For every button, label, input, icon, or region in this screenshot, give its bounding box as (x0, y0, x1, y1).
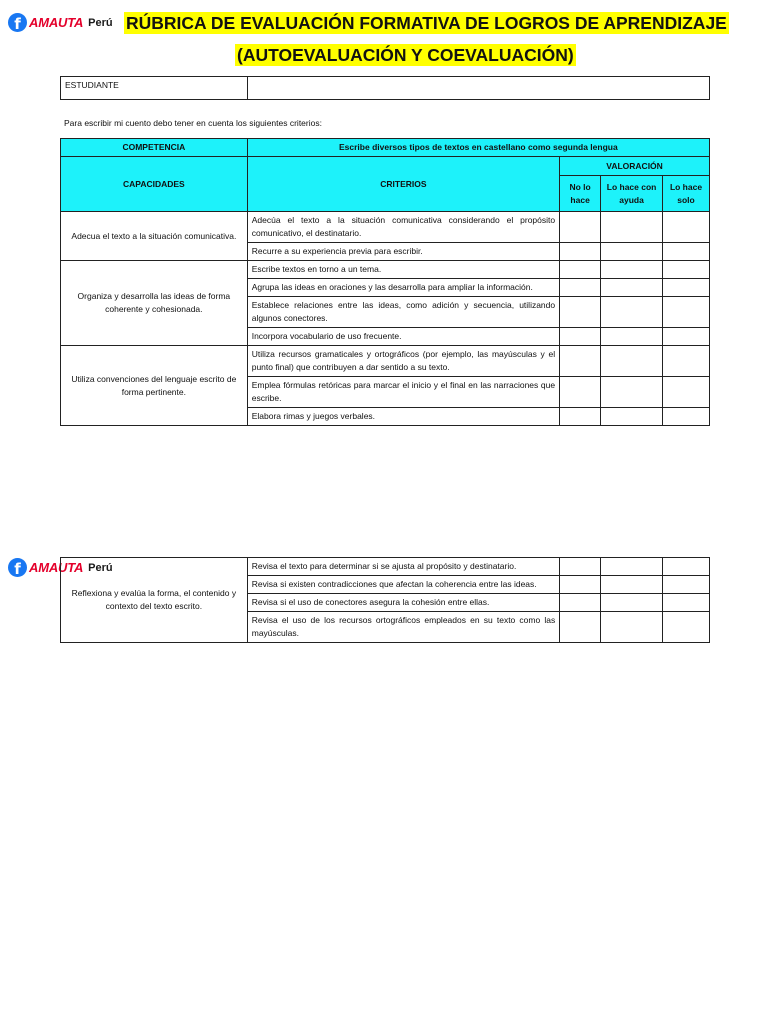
facebook-icon: f (8, 558, 27, 577)
rating-cell-solo[interactable] (663, 377, 710, 408)
valoracion-header: VALORACIÓN (560, 157, 710, 176)
criterio-cell: Emplea fórmulas retóricas para marcar el inicio y el final en las narraciones que escribe. (247, 377, 559, 408)
rating-cell-no-lo-hace[interactable] (560, 328, 601, 346)
rating-cell-solo[interactable] (663, 612, 710, 643)
rating-cell-solo[interactable] (663, 594, 710, 612)
rating-cell-solo[interactable] (663, 558, 710, 576)
criterion-row (61, 261, 710, 279)
rating-cell-no-lo-hace[interactable] (560, 612, 601, 643)
logo-brand: AMAUTA (29, 15, 84, 30)
rating-cell-con-ayuda[interactable] (601, 594, 663, 612)
criterio-cell: Establece relaciones entre las ideas, como adición y secuencia, utilizando algunos conectores. (247, 297, 559, 328)
rating-cell-con-ayuda[interactable] (601, 328, 663, 346)
rubric-table (60, 138, 710, 426)
student-table (60, 76, 710, 100)
rating-cell-no-lo-hace[interactable] (560, 576, 601, 594)
amauta-logo (8, 13, 113, 32)
competencia-value: Escribe diversos tipos de textos en castellano como segunda lengua (247, 139, 709, 157)
rating-cell-solo[interactable] (663, 328, 710, 346)
rating-cell-no-lo-hace[interactable] (560, 297, 601, 328)
rating-cell-solo[interactable] (663, 261, 710, 279)
rating-cell-no-lo-hace[interactable] (560, 346, 601, 377)
rating-cell-no-lo-hace[interactable] (560, 243, 601, 261)
page-title: RÚBRICA DE EVALUACIÓN FORMATIVA DE LOGROS DE APRENDIZAJE (126, 13, 727, 33)
criterion-row (61, 212, 710, 243)
capacidad-cell: Organiza y desarrolla las ideas de forma coherente y cohesionada. (61, 261, 248, 346)
criterion-row (61, 346, 710, 377)
criterio-cell: Revisa si existen contradicciones que afectan la coherencia entre las ideas. (247, 576, 560, 594)
col-no-lo-hace: No lo hace (560, 176, 601, 212)
facebook-icon: f (8, 13, 27, 32)
rating-cell-con-ayuda[interactable] (601, 408, 663, 426)
criterio-cell: Revisa si el uso de conectores asegura la cohesión entre ellas. (247, 594, 560, 612)
rating-cell-no-lo-hace[interactable] (560, 558, 601, 576)
rubric-table-continued (60, 557, 710, 643)
rating-cell-no-lo-hace[interactable] (560, 594, 601, 612)
rating-cell-con-ayuda[interactable] (601, 212, 663, 243)
capacidad-cell: Reflexiona y evalúa la forma, el contenido y contexto del texto escrito. (61, 558, 248, 643)
student-label: ESTUDIANTE (61, 77, 248, 100)
rating-cell-con-ayuda[interactable] (601, 261, 663, 279)
capacidades-header: CAPACIDADES (61, 157, 248, 212)
intro-text: Para escribir mi cuento debo tener en cuenta los siguientes criterios: (64, 118, 322, 128)
criterio-cell: Adecúa el texto a la situación comunicativa considerando el propósito comunicativo, el destinatario. (247, 212, 559, 243)
rating-cell-solo[interactable] (663, 346, 710, 377)
rating-cell-solo[interactable] (663, 576, 710, 594)
rating-cell-no-lo-hace[interactable] (560, 377, 601, 408)
criterio-cell: Elabora rimas y juegos verbales. (247, 408, 559, 426)
rating-cell-con-ayuda[interactable] (601, 297, 663, 328)
criterion-row (61, 558, 710, 576)
criterio-cell: Escribe textos en torno a un tema. (247, 261, 559, 279)
criterio-cell: Revisa el uso de los recursos ortográficos empleados en su texto como las mayúsculas. (247, 612, 560, 643)
capacidad-cell: Utiliza convenciones del lenguaje escrito de forma pertinente. (61, 346, 248, 426)
rating-cell-con-ayuda[interactable] (601, 612, 663, 643)
page-subtitle: (AUTOEVALUACIÓN Y COEVALUACIÓN) (237, 45, 574, 65)
rating-cell-no-lo-hace[interactable] (560, 408, 601, 426)
student-name-field[interactable] (248, 77, 710, 100)
rating-cell-no-lo-hace[interactable] (560, 212, 601, 243)
rating-cell-con-ayuda[interactable] (601, 279, 663, 297)
criterios-header: CRITERIOS (247, 157, 559, 212)
rating-cell-con-ayuda[interactable] (601, 346, 663, 377)
logo-brand-suffix: Perú (88, 16, 113, 29)
rating-cell-con-ayuda[interactable] (601, 377, 663, 408)
logo-brand: AMAUTA (29, 560, 84, 575)
criterio-cell: Incorpora vocabulario de uso frecuente. (247, 328, 559, 346)
capacidad-cell: Adecua el texto a la situación comunicativa. (61, 212, 248, 261)
col-lo-hace-solo: Lo hace solo (663, 176, 710, 212)
rating-cell-con-ayuda[interactable] (601, 558, 663, 576)
competencia-label: COMPETENCIA (61, 139, 248, 157)
rating-cell-solo[interactable] (663, 297, 710, 328)
criterio-cell: Recurre a su experiencia previa para escribir. (247, 243, 559, 261)
rating-cell-con-ayuda[interactable] (601, 243, 663, 261)
rating-cell-solo[interactable] (663, 408, 710, 426)
criterio-cell: Agrupa las ideas en oraciones y las desarrolla para ampliar la información. (247, 279, 559, 297)
criterio-cell: Revisa el texto para determinar si se ajusta al propósito y destinatario. (247, 558, 560, 576)
criterio-cell: Utiliza recursos gramaticales y ortográficos (por ejemplo, las mayúsculas y el punto final) que contribuyen a dar sentido a su texto. (247, 346, 559, 377)
rating-cell-no-lo-hace[interactable] (560, 261, 601, 279)
rating-cell-solo[interactable] (663, 243, 710, 261)
logo-brand-suffix: Perú (88, 561, 113, 574)
rating-cell-solo[interactable] (663, 212, 710, 243)
rating-cell-con-ayuda[interactable] (601, 576, 663, 594)
rating-cell-no-lo-hace[interactable] (560, 279, 601, 297)
col-lo-hace-con-ayuda: Lo hace con ayuda (601, 176, 663, 212)
rating-cell-solo[interactable] (663, 279, 710, 297)
